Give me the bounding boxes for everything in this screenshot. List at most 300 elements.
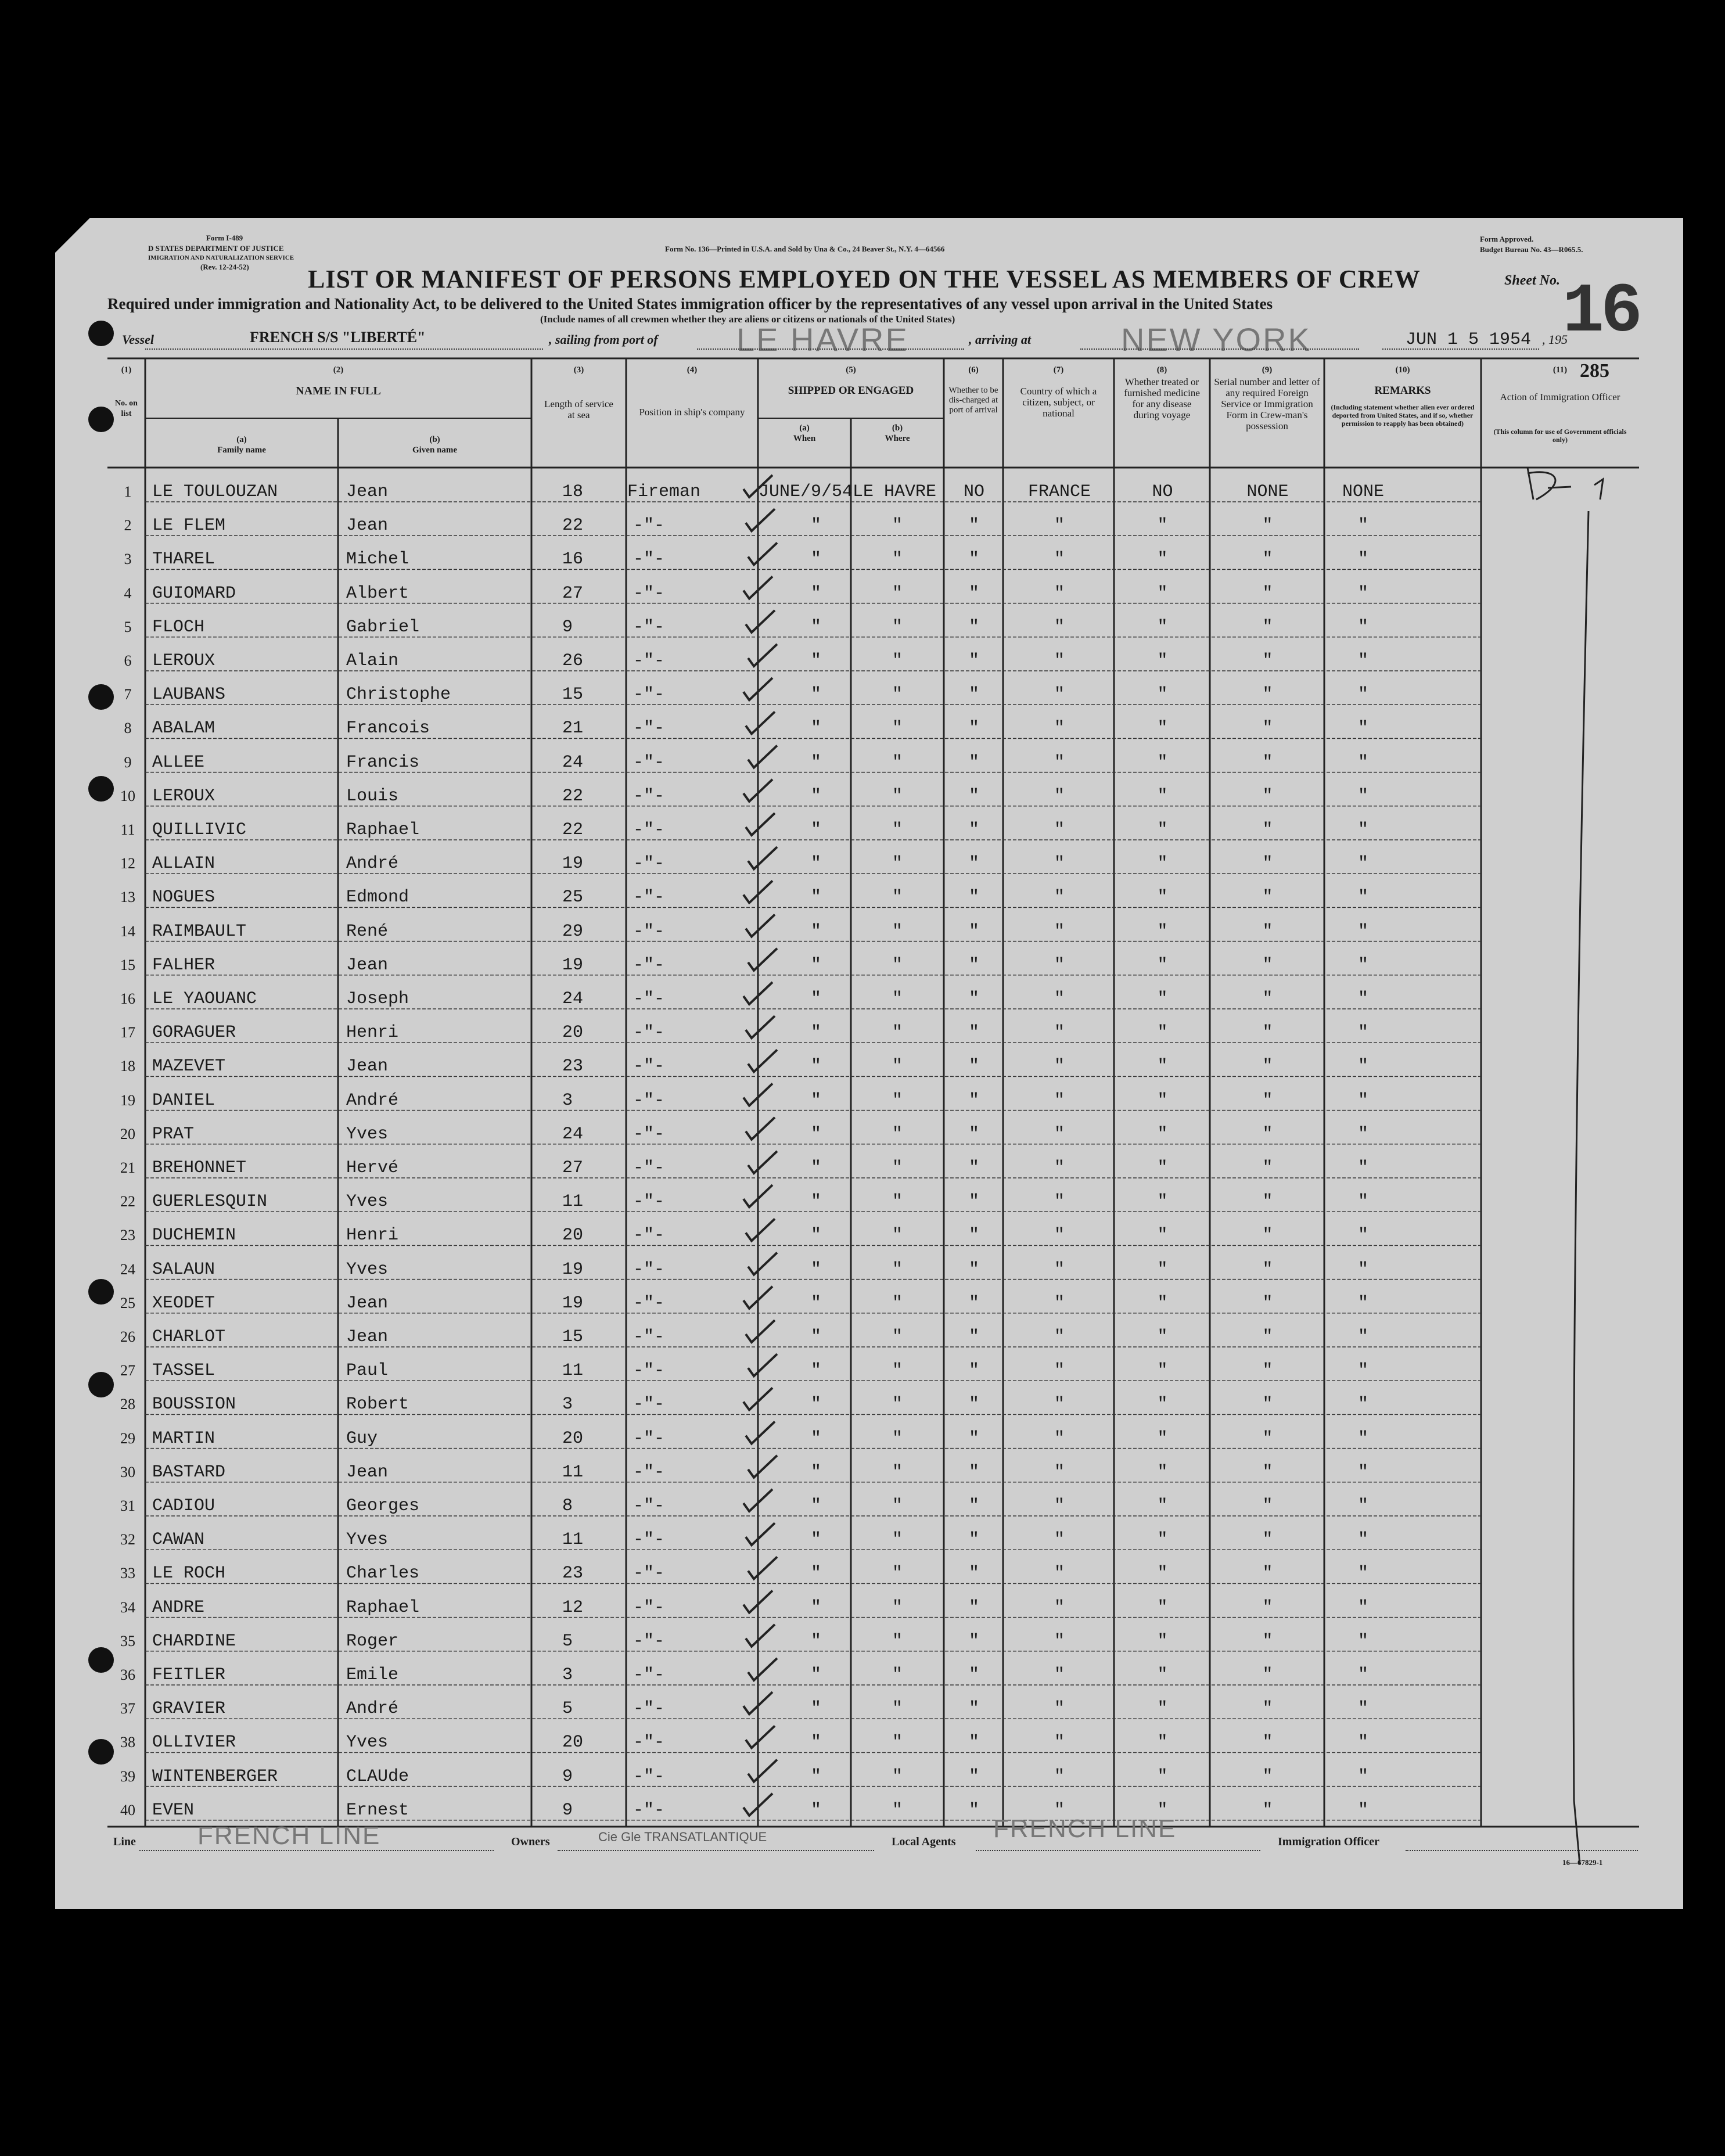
given-name: Georges xyxy=(346,1496,420,1516)
treated: " xyxy=(1157,887,1168,908)
table-row xyxy=(0,1756,1725,1790)
shipped-where: " xyxy=(892,854,903,874)
shipped-where: " xyxy=(892,1733,903,1753)
position: -"- xyxy=(633,1361,665,1381)
remarks: " xyxy=(1357,1428,1368,1449)
list-number: 33 xyxy=(120,1565,135,1582)
list-number: 11 xyxy=(120,821,135,838)
given-name: Raphael xyxy=(346,1597,420,1618)
budget-bureau: Budget Bureau No. 43—R065.5. xyxy=(1480,245,1583,254)
discharge: " xyxy=(968,1564,979,1584)
family-name: PRAT xyxy=(152,1124,195,1144)
remarks: " xyxy=(1357,1733,1368,1753)
service-years: 11 xyxy=(562,1192,584,1212)
given-name: Jean xyxy=(346,955,389,975)
treated: " xyxy=(1157,1057,1168,1077)
table-row xyxy=(0,1790,1725,1824)
position: -"- xyxy=(633,1564,665,1584)
shipped-when: " xyxy=(810,955,821,975)
family-name: FEITLER xyxy=(152,1665,226,1685)
remarks: " xyxy=(1357,786,1368,806)
service-years: 3 xyxy=(562,1665,573,1685)
discharge: " xyxy=(968,583,979,603)
line-label: Line xyxy=(113,1835,136,1848)
family-name: OLLIVIER xyxy=(152,1733,236,1753)
discharge: " xyxy=(968,1361,979,1381)
family-name: LE TOULOUZAN xyxy=(152,482,278,502)
shipped-where: " xyxy=(892,1361,903,1381)
col-1-header: No. on list xyxy=(115,399,138,418)
service-years: 16 xyxy=(562,549,584,570)
serial-form: " xyxy=(1262,887,1273,908)
list-number: 13 xyxy=(120,889,135,906)
shipped-when: " xyxy=(810,1597,821,1618)
treated: " xyxy=(1157,752,1168,772)
country: " xyxy=(1054,1800,1065,1820)
country: " xyxy=(1054,1496,1065,1516)
manifest-title: LIST OR MANIFEST OF PERSONS EMPLOYED ON THE VESSEL AS MEMBERS OF CREW xyxy=(308,265,1421,293)
list-number: 14 xyxy=(120,922,135,940)
list-number: 30 xyxy=(120,1463,135,1481)
shipped-where: " xyxy=(892,1057,903,1077)
position: -"- xyxy=(633,1124,665,1144)
table-row xyxy=(0,1722,1725,1756)
shipped-where: " xyxy=(892,955,903,975)
shipped-when: " xyxy=(810,1057,821,1077)
discharge: " xyxy=(968,651,979,671)
list-number: 40 xyxy=(120,1801,135,1819)
treated: " xyxy=(1157,516,1168,536)
position: -"- xyxy=(633,1428,665,1449)
position: Fireman xyxy=(627,482,701,502)
officer-label: Immigration Officer xyxy=(1278,1835,1379,1848)
remarks: " xyxy=(1357,887,1368,908)
shipped-when: " xyxy=(810,820,821,840)
table-row xyxy=(0,1317,1725,1350)
list-number: 32 xyxy=(120,1531,135,1548)
col-2a-header: (a) Family name xyxy=(217,435,266,455)
col-2b-header: (b) Given name xyxy=(412,435,458,455)
given-name: Francis xyxy=(346,752,420,772)
shipped-where: " xyxy=(892,617,903,637)
given-name: Jean xyxy=(346,482,389,502)
form-approved: Form Approved. xyxy=(1480,235,1534,243)
service-years: 21 xyxy=(562,718,584,739)
table-row xyxy=(0,1114,1725,1148)
family-name: LAUBANS xyxy=(152,685,226,705)
family-name: DUCHEMIN xyxy=(152,1226,236,1246)
col-11-number: (11) xyxy=(1552,365,1568,375)
given-name: Yves xyxy=(346,1192,389,1212)
position: -"- xyxy=(633,955,665,975)
treated: " xyxy=(1157,854,1168,874)
position: -"- xyxy=(633,854,665,874)
position: -"- xyxy=(633,786,665,806)
list-number: 3 xyxy=(124,551,132,568)
service-years: 22 xyxy=(562,786,584,806)
given-name: André xyxy=(346,1699,399,1719)
remarks: " xyxy=(1357,1327,1368,1347)
treated: " xyxy=(1157,1192,1168,1212)
list-number: 5 xyxy=(124,618,132,635)
table-row xyxy=(0,505,1725,539)
owners-stamp: Cie Gle TRANSATLANTIQUE xyxy=(598,1830,767,1844)
port-from-stamp: LE HAVRE xyxy=(736,321,909,358)
shipped-where: " xyxy=(892,651,903,671)
service-years: 11 xyxy=(562,1462,584,1482)
col-5-header: SHIPPED OR ENGAGED xyxy=(788,385,914,397)
discharge: " xyxy=(968,1192,979,1212)
form-code: 16—67829-1 xyxy=(1562,1858,1603,1867)
serial-form: " xyxy=(1262,1057,1273,1077)
service-years: 9 xyxy=(562,1766,573,1787)
serial-form: " xyxy=(1262,1462,1273,1482)
remarks: " xyxy=(1357,1057,1368,1077)
remarks: " xyxy=(1357,1597,1368,1618)
treated: " xyxy=(1157,1158,1168,1178)
table-row xyxy=(0,1215,1725,1249)
serial-form: " xyxy=(1262,1665,1273,1685)
country: " xyxy=(1054,617,1065,637)
country: " xyxy=(1054,887,1065,908)
given-name: Michel xyxy=(346,549,409,570)
table-row xyxy=(0,911,1725,945)
sailing-label: , sailing from port of xyxy=(549,332,658,347)
discharge: " xyxy=(968,1428,979,1449)
shipped-where: " xyxy=(892,1462,903,1482)
serial-form: " xyxy=(1262,1428,1273,1449)
serial-form: " xyxy=(1262,1631,1273,1651)
position: -"- xyxy=(633,1090,665,1111)
given-name: Jean xyxy=(346,516,389,536)
family-name: GUIOMARD xyxy=(152,583,236,603)
treated: " xyxy=(1157,1226,1168,1246)
treated: " xyxy=(1157,718,1168,739)
table-row xyxy=(0,1452,1725,1486)
remarks: " xyxy=(1357,1361,1368,1381)
remarks: " xyxy=(1357,1395,1368,1415)
table-row xyxy=(0,1486,1725,1519)
service-years: 5 xyxy=(562,1699,573,1719)
treated: " xyxy=(1157,1800,1168,1820)
arrival-date-stamp: JUN 1 5 1954 xyxy=(1406,330,1532,350)
shipped-where: " xyxy=(892,685,903,705)
service-years: 8 xyxy=(562,1496,573,1516)
discharge: " xyxy=(968,1023,979,1043)
shipped-where: " xyxy=(892,1699,903,1719)
remarks: NONE xyxy=(1342,482,1384,502)
country: " xyxy=(1054,516,1065,536)
position: -"- xyxy=(633,1327,665,1347)
col-8-number: (8) xyxy=(1156,365,1167,375)
remarks: " xyxy=(1357,854,1368,874)
col-8-header: Whether treated or furnished medicine for any disease during voyage xyxy=(1124,376,1200,421)
family-name: LEROUX xyxy=(152,651,215,671)
serial-form: " xyxy=(1262,1023,1273,1043)
remarks: " xyxy=(1357,685,1368,705)
list-number: 24 xyxy=(120,1260,135,1278)
family-name: ANDRE xyxy=(152,1597,205,1618)
form-number: Form I-489 xyxy=(206,233,243,242)
shipped-where: " xyxy=(892,921,903,942)
service-years: 24 xyxy=(562,1124,584,1144)
discharge: " xyxy=(968,1395,979,1415)
remarks: " xyxy=(1357,1631,1368,1651)
given-name: Roger xyxy=(346,1631,399,1651)
table-row xyxy=(0,1181,1725,1215)
discharge: " xyxy=(968,1090,979,1111)
treated: " xyxy=(1157,1530,1168,1550)
serial-form: " xyxy=(1262,1496,1273,1516)
service-years: 19 xyxy=(562,854,584,874)
family-name: ALLAIN xyxy=(152,854,215,874)
position: -"- xyxy=(633,1226,665,1246)
department-line: D STATES DEPARTMENT OF JUSTICE xyxy=(148,244,284,253)
shipped-when: " xyxy=(810,1699,821,1719)
discharge: " xyxy=(968,1530,979,1550)
list-number: 22 xyxy=(120,1193,135,1210)
discharge: " xyxy=(968,516,979,536)
shipped-when: " xyxy=(810,854,821,874)
serial-form: " xyxy=(1262,718,1273,739)
service-years: 11 xyxy=(562,1361,584,1381)
shipped-where: " xyxy=(892,1192,903,1212)
shipped-when: " xyxy=(810,685,821,705)
shipped-where: " xyxy=(892,1327,903,1347)
given-name: Gabriel xyxy=(346,617,420,637)
shipped-when: " xyxy=(810,1327,821,1347)
list-number: 6 xyxy=(124,652,132,669)
service-years: 20 xyxy=(562,1023,584,1043)
position: -"- xyxy=(633,887,665,908)
remarks: " xyxy=(1357,549,1368,570)
table-row xyxy=(0,1249,1725,1283)
list-number: 38 xyxy=(120,1734,135,1751)
given-name: Yves xyxy=(346,1733,389,1753)
shipped-when: " xyxy=(810,617,821,637)
list-number: 16 xyxy=(120,990,135,1007)
serial-form: " xyxy=(1262,1124,1273,1144)
table-row xyxy=(0,573,1725,607)
discharge: " xyxy=(968,1327,979,1347)
shipped-when: " xyxy=(810,1226,821,1246)
given-name: Henri xyxy=(346,1226,399,1246)
serial-form: " xyxy=(1262,989,1273,1009)
country: " xyxy=(1054,1766,1065,1787)
treated: " xyxy=(1157,651,1168,671)
shipped-when: " xyxy=(810,921,821,942)
service-years: 19 xyxy=(562,955,584,975)
given-name: René xyxy=(346,921,389,942)
serial-form: " xyxy=(1262,1733,1273,1753)
list-number: 23 xyxy=(120,1227,135,1244)
shipped-where: " xyxy=(892,820,903,840)
discharge: " xyxy=(968,887,979,908)
treated: " xyxy=(1157,1259,1168,1280)
given-name: Christophe xyxy=(346,685,451,705)
shipped-when: " xyxy=(810,718,821,739)
treated: " xyxy=(1157,921,1168,942)
country: " xyxy=(1054,1327,1065,1347)
serial-form: " xyxy=(1262,921,1273,942)
col-3-number: (3) xyxy=(573,365,584,375)
col-10-number: (10) xyxy=(1395,365,1410,375)
family-name: FALHER xyxy=(152,955,215,975)
country: " xyxy=(1054,1124,1065,1144)
shipped-when: " xyxy=(810,1733,821,1753)
country: " xyxy=(1054,989,1065,1009)
given-name: CLAUde xyxy=(346,1766,409,1787)
serial-form: " xyxy=(1262,955,1273,975)
discharge: " xyxy=(968,1631,979,1651)
country: " xyxy=(1054,1023,1065,1043)
shipped-where: " xyxy=(892,1530,903,1550)
family-name: THAREL xyxy=(152,549,215,570)
treated: " xyxy=(1157,1428,1168,1449)
discharge: " xyxy=(968,1665,979,1685)
table-row xyxy=(0,472,1725,505)
discharge: " xyxy=(968,1293,979,1313)
shipped-when: " xyxy=(810,1428,821,1449)
family-name: CAWAN xyxy=(152,1530,205,1550)
shipped-where: " xyxy=(892,1259,903,1280)
discharge: " xyxy=(968,786,979,806)
col-5a-header: (a) When xyxy=(793,423,816,443)
col-6-header: Whether to be dis-charged at port of arrival xyxy=(948,386,998,415)
family-name: GORAGUER xyxy=(152,1023,236,1043)
service-years: 20 xyxy=(562,1428,584,1449)
list-number: 21 xyxy=(120,1159,135,1176)
country: " xyxy=(1054,685,1065,705)
position: -"- xyxy=(633,1293,665,1313)
shipped-where: " xyxy=(892,989,903,1009)
service-years: 3 xyxy=(562,1395,573,1415)
family-name: SALAUN xyxy=(152,1259,215,1280)
position: -"- xyxy=(633,921,665,942)
col-1-number: (1) xyxy=(121,365,132,375)
service-years: 22 xyxy=(562,820,584,840)
treated: " xyxy=(1157,1327,1168,1347)
given-name: Raphael xyxy=(346,820,420,840)
shipped-where: " xyxy=(892,1428,903,1449)
family-name: LE ROCH xyxy=(152,1564,226,1584)
printer-line: Form No. 136—Printed in U.S.A. and Sold by Una & Co., 24 Beaver St., N.Y. 4—64566 xyxy=(665,245,945,253)
col-9-number: (9) xyxy=(1262,365,1273,375)
discharge: " xyxy=(968,921,979,942)
shipped-where: " xyxy=(892,1597,903,1618)
country: " xyxy=(1054,1293,1065,1313)
shipped-when: " xyxy=(810,1293,821,1313)
family-name: ABALAM xyxy=(152,718,215,739)
list-number: 27 xyxy=(120,1362,135,1379)
treated: " xyxy=(1157,1631,1168,1651)
position: -"- xyxy=(633,617,665,637)
family-name: LEROUX xyxy=(152,786,215,806)
remarks: " xyxy=(1357,1158,1368,1178)
shipped-where: " xyxy=(892,1800,903,1820)
list-number: 39 xyxy=(120,1767,135,1785)
family-name: MAZEVET xyxy=(152,1057,226,1077)
serial-form: " xyxy=(1262,583,1273,603)
discharge: " xyxy=(968,854,979,874)
shipped-when: " xyxy=(810,1800,821,1820)
position: -"- xyxy=(633,752,665,772)
table-row xyxy=(0,1655,1725,1688)
family-name: ALLEE xyxy=(152,752,205,772)
serial-form: " xyxy=(1262,1800,1273,1820)
table-row xyxy=(0,1012,1725,1046)
country: " xyxy=(1054,583,1065,603)
country: " xyxy=(1054,921,1065,942)
given-name: Emile xyxy=(346,1665,399,1685)
col-4-number: (4) xyxy=(687,365,698,375)
discharge: " xyxy=(968,1259,979,1280)
remarks: " xyxy=(1357,1462,1368,1482)
shipped-where: " xyxy=(892,516,903,536)
position: -"- xyxy=(633,1631,665,1651)
shipped-when: " xyxy=(810,887,821,908)
table-row xyxy=(0,1350,1725,1384)
manifest-subnote: (Include names of all crewmen whether they are aliens or citizens or nationals of the United States) xyxy=(540,314,955,325)
family-name: GUERLESQUIN xyxy=(152,1192,268,1212)
family-name: CHARLOT xyxy=(152,1327,226,1347)
given-name: Yves xyxy=(346,1259,389,1280)
family-name: WINTENBERGER xyxy=(152,1766,278,1787)
col-5b-header: (b) Where xyxy=(885,423,910,443)
position: -"- xyxy=(633,516,665,536)
remarks: " xyxy=(1357,820,1368,840)
discharge: " xyxy=(968,820,979,840)
shipped-when: " xyxy=(810,1631,821,1651)
family-name: QUILLIVIC xyxy=(152,820,247,840)
table-row xyxy=(0,843,1725,877)
country: " xyxy=(1054,1462,1065,1482)
discharge: " xyxy=(968,955,979,975)
col-4-header: Position in ship's company xyxy=(639,407,745,418)
serial-form: " xyxy=(1262,1327,1273,1347)
table-row xyxy=(0,1384,1725,1418)
remarks: " xyxy=(1357,921,1368,942)
col-5-number: (5) xyxy=(846,365,856,375)
given-name: Charles xyxy=(346,1564,420,1584)
given-name: Yves xyxy=(346,1530,389,1550)
country: " xyxy=(1054,1361,1065,1381)
family-name: FLOCH xyxy=(152,617,205,637)
treated: " xyxy=(1157,1597,1168,1618)
shipped-where: " xyxy=(892,1631,903,1651)
table-row xyxy=(0,1080,1725,1114)
shipped-when: " xyxy=(810,1496,821,1516)
shipped-where: " xyxy=(892,1226,903,1246)
remarks: " xyxy=(1357,1564,1368,1584)
service-years: 11 xyxy=(562,1530,584,1550)
position: -"- xyxy=(633,651,665,671)
list-number: 8 xyxy=(124,720,132,737)
shipped-where: " xyxy=(892,1766,903,1787)
shipped-where: " xyxy=(892,752,903,772)
serial-form: " xyxy=(1262,820,1273,840)
service-years: 18 xyxy=(562,482,584,502)
treated: " xyxy=(1157,820,1168,840)
treated: " xyxy=(1157,1766,1168,1787)
position: -"- xyxy=(633,1800,665,1820)
shipped-where: " xyxy=(892,1158,903,1178)
given-name: Alain xyxy=(346,651,399,671)
country: FRANCE xyxy=(1027,482,1091,502)
treated: " xyxy=(1157,1124,1168,1144)
remarks: " xyxy=(1357,752,1368,772)
table-row xyxy=(0,1519,1725,1553)
